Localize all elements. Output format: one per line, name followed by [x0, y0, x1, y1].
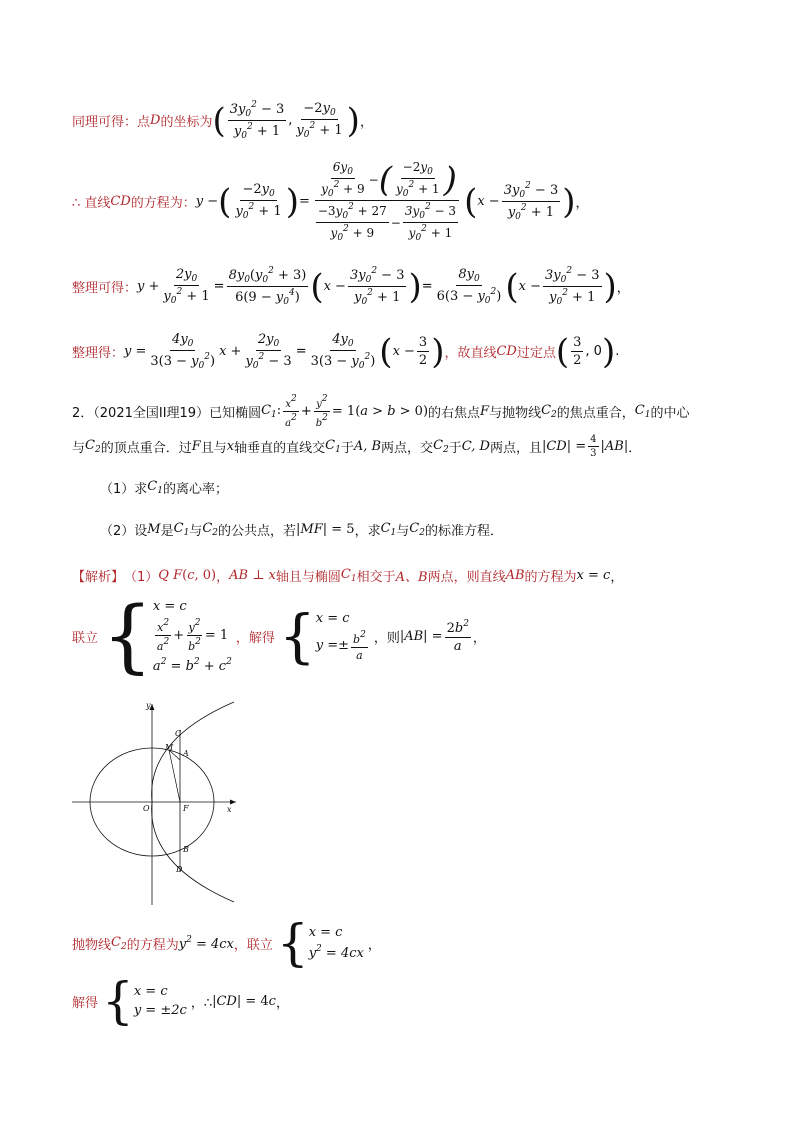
label-y: y — [146, 701, 151, 710]
question-2-line-1: 2．（2021全国II理19）已知椭圆 $C_1$: $\frac{x2}{a2}$ + $\frac{y2}{b2}$ = 1(a > b > 0) 的右焦点 F 与抛物线 $C_2$ 的焦点重合， $C_1$ 的中心 — [72, 394, 690, 429]
label-F: F — [183, 804, 189, 813]
label-A: A — [183, 749, 189, 758]
question-2-line-2: 与 $C_2$ 的顶点重合．过 F 且与 x 轴垂直的直线交 $C_1$ 于 A, B 两点，交 $C_2$ 于 C, D 两点，且 |CD| = $\frac{4}{3}$ |AB| ． — [72, 434, 642, 459]
solution-CD-length: 解得 { x = c y = ±2c ，∴ |CD| = 4c ， — [72, 972, 289, 1030]
line-simplify-2: 整理得： y = $\frac{4y_0}{3(3 - y_0^2)}$ x + $\frac{2y_0}{y_0^2 - 3}$ = $\frac{4y_0}{3(3 - y_0^2)}$ ( x − $\frac{3}{2}$ ) ，故直线 CD 过定点 ( $\frac{3}{2}$ , 0 ) . — [72, 331, 620, 372]
label-M: M — [165, 743, 174, 752]
question-2-part-1: （1）求 $C_1$ 的离心率； — [100, 479, 228, 497]
solution-line-1: 【解析】 （1） Q F(c, 0) ， AB ⊥ x 轴且与椭圆 $C_1$ 相交于 A、B 两点，则直线 AB 的方程为 x = c ， — [72, 567, 624, 585]
label-D: D — [176, 865, 183, 874]
label-x: x — [227, 805, 232, 814]
solution-system-1: 联立 { x = c $\frac{x^2}{a^2}$ + $\frac{y^2}{b^2}$ = 1 $a^2 = b^2 + c^2$ ，解得 { x = c y = ± $\frac{b^2}{a}$ ，则 |AB| = $\frac{2b^2}{a}$ ， — [72, 589, 486, 682]
line-simplify-1: 整理可得： y + $\frac{2y_0}{y_0^2 + 1}$ = $\frac{8y_0(y_0^2 + 3)}{6(9 - y_0^4)}$ ( x − $\frac{3y_0^2 - 3}{y_0^2 + 1}$ ) = $\frac{8y_0}{6(3 - y_0^2)}$ ( x − $\frac{3y_0^2 - 3}{y_0^2 + 1}$ ) ， — [72, 266, 630, 307]
line-CD-equation: ∴ 直线 CD 的方程为： y − ( $\frac{-2y_0}{y_0^2 + 1}$ ) = $\frac{6y_0}{y_0^2 + 9}$ − ( $\frac{-2y_0}{y_0^2 + 1}$ ) $\frac{-3y_0^2 + 27}{y_0^2 + 9}$ − $\frac{3y_0^2 - 3}{y_0^2 + 1}$ ( x − $\frac{3y_0^2 - 3}{y_0^2 + 1}$ ) ， — [72, 159, 589, 243]
label-O: O — [143, 804, 150, 813]
line-coord-D: 同理可得：点 D 的坐标为 ( $\frac{3y_0^2 - 3}{y_0^2 + 1}$ , $\frac{-2y_0}{y_0^2 + 1}$ ) ， — [72, 100, 373, 141]
ellipse-parabola-figure — [66, 700, 246, 910]
solution-parabola: 抛物线 $C_2$ 的方程为 $y^2 = 4cx$ ，联立 { x = c $y^2 = 4cx$ ， — [72, 914, 381, 972]
question-2-part-2: （2）设 M 是 $C_1$ 与 $C_2$ 的公共点，若 |MF| = 5 ，求 $C_1$ 与 $C_2$ 的标准方程． — [100, 521, 503, 539]
label-C: C — [175, 729, 182, 738]
label-B: B — [183, 845, 189, 854]
